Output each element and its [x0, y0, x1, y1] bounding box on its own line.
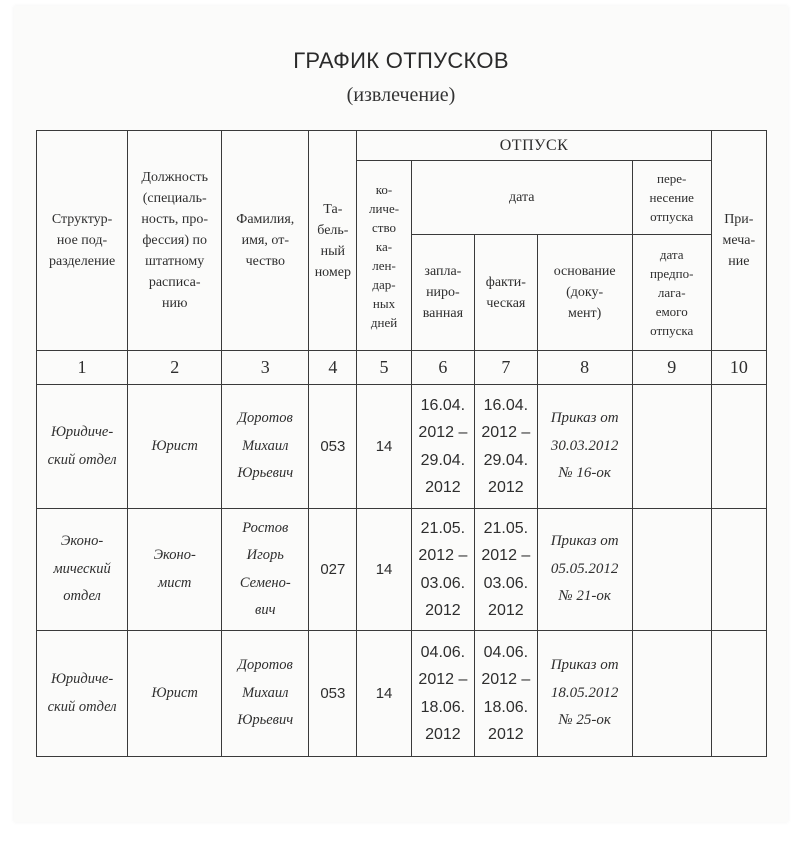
text-line: пере- — [657, 171, 687, 186]
text-line: бель- — [317, 222, 349, 238]
text-line: ческая — [486, 295, 526, 311]
header-expected-vacation-date — [632, 235, 711, 351]
text-line: чество — [245, 254, 286, 269]
text-line: мический — [53, 560, 111, 577]
text-line: Михаил — [242, 437, 289, 454]
text-line: 29.04. — [483, 451, 529, 469]
cell-personnel-number: 053 — [309, 631, 357, 757]
cell-department — [37, 385, 128, 509]
text-line: фессия) по — [142, 233, 208, 248]
text-line: номер — [314, 264, 351, 280]
cell-planned-date — [411, 509, 474, 631]
cell-position — [128, 509, 222, 631]
text-line: 18.06. — [483, 698, 529, 716]
cell-transfer-date — [632, 509, 711, 631]
text-line: ние — [728, 254, 750, 269]
cell-basis-document — [537, 509, 632, 631]
text-line: отдел — [63, 588, 101, 605]
text-line: расписа- — [148, 275, 201, 290]
text-line: Юридиче- — [50, 671, 114, 687]
cell-planned-date — [411, 385, 474, 509]
cell-personnel-number: 027 — [309, 509, 357, 631]
cell-actual-date — [475, 631, 537, 757]
cell-transfer-date — [632, 385, 711, 509]
column-number: 4 — [309, 351, 357, 385]
text-line: 16.04. — [483, 396, 529, 414]
cell-department — [37, 631, 128, 757]
text-line: личе- — [368, 200, 400, 216]
text-line: Семено- — [239, 574, 291, 591]
text-line: Ростов — [242, 519, 289, 536]
column-number: 9 — [632, 351, 711, 385]
text-line: ное под- — [56, 233, 108, 248]
column-number: 10 — [711, 351, 766, 385]
text-line: ниро- — [426, 285, 460, 300]
text-line: (специаль- — [142, 191, 207, 206]
text-line: отпуска — [650, 209, 694, 224]
column-number: 8 — [537, 351, 632, 385]
text-line: 21.05. — [420, 519, 466, 537]
document-title: ГРАФИК ОТПУСКОВ — [293, 48, 509, 73]
text-line: № 16-ок — [558, 465, 611, 482]
text-line: 2012 – — [418, 424, 468, 441]
text-line: 05.05.2012 — [550, 560, 619, 577]
text-line: факти- — [485, 274, 526, 290]
text-line: 21.05. — [483, 519, 529, 537]
text-line: ных — [372, 295, 396, 311]
text-line: 2012 — [425, 479, 461, 496]
text-line: нию — [161, 296, 188, 311]
text-line: ство — [372, 219, 397, 235]
text-line: № 21-ок — [558, 588, 611, 605]
cell-days: 14 — [357, 509, 411, 631]
text-line: 2012 — [488, 726, 524, 743]
text-line: Юрист — [151, 437, 198, 454]
cell-actual-date — [475, 385, 537, 509]
table-row — [37, 631, 767, 757]
cell-basis-document — [537, 385, 632, 509]
header-calendar-days — [357, 161, 411, 351]
text-line: вич — [255, 602, 276, 618]
text-line: Приказ от — [550, 410, 619, 427]
cell-note — [711, 385, 766, 509]
cell-note — [711, 509, 766, 631]
text-line: разделение — [48, 254, 116, 269]
text-line: 2012 — [425, 602, 461, 619]
text-line: 2012 – — [481, 671, 531, 688]
text-line: 2012 – — [418, 671, 468, 688]
text-line: штатному — [145, 254, 205, 269]
table-row — [37, 509, 767, 631]
text-line: ность, про- — [141, 212, 209, 227]
cell-basis-document — [537, 631, 632, 757]
text-line: Приказ от — [550, 657, 619, 674]
header-basis-document — [537, 235, 632, 351]
header-vacation-group: ОТПУСК — [357, 131, 711, 161]
text-line: меча- — [722, 233, 756, 248]
text-line: основание — [553, 264, 616, 279]
header-actual-date — [475, 235, 537, 351]
cell-full-name — [222, 509, 309, 631]
text-line: мист — [157, 574, 192, 591]
text-line: 2012 – — [481, 547, 531, 564]
column-number: 6 — [411, 351, 474, 385]
text-line: Должность — [141, 170, 208, 185]
cell-planned-date — [411, 631, 474, 757]
text-line: 2012 – — [418, 547, 468, 564]
text-line: 03.06. — [483, 574, 529, 592]
text-line: Доротов — [237, 410, 293, 427]
text-line: 2012 — [488, 479, 524, 496]
header-structural-unit — [37, 131, 128, 351]
cell-actual-date — [475, 509, 537, 631]
text-line: дата — [659, 247, 684, 262]
text-line: № 25-ок — [558, 712, 611, 729]
document-page — [14, 6, 788, 822]
text-line: Фамилия, — [236, 212, 295, 227]
header-date-group: дата — [411, 161, 632, 235]
cell-days: 14 — [357, 385, 411, 509]
vacation-schedule-table — [36, 130, 767, 757]
text-line: 18.05.2012 — [550, 684, 619, 701]
text-line: 04.06. — [420, 643, 466, 661]
cell-transfer-date — [632, 631, 711, 757]
text-line: Та- — [323, 201, 343, 217]
cell-personnel-number: 053 — [309, 385, 357, 509]
text-line: Игорь — [246, 547, 284, 563]
text-line: Юрист — [151, 684, 198, 701]
text-line: Юридиче- — [50, 424, 114, 440]
text-line: 30.03.2012 — [550, 437, 619, 454]
text-line: дар- — [372, 276, 396, 292]
text-line: ский отдел — [47, 698, 117, 715]
text-line: 04.06. — [483, 643, 529, 661]
header-vacation-transfer — [632, 161, 711, 235]
cell-full-name — [222, 631, 309, 757]
header-personnel-number — [309, 131, 357, 351]
text-line: лен- — [372, 257, 396, 273]
text-line: предпо- — [649, 266, 694, 281]
text-line: Михаил — [242, 684, 289, 701]
text-line: ский отдел — [47, 451, 117, 468]
text-line: имя, от- — [241, 233, 289, 248]
text-line: Юрьевич — [237, 465, 294, 482]
text-line: Приказ от — [550, 533, 619, 550]
column-number: 3 — [222, 351, 309, 385]
text-line: При- — [724, 212, 754, 227]
column-number: 7 — [475, 351, 537, 385]
text-line: 16.04. — [420, 396, 466, 414]
text-line: ко- — [375, 181, 393, 197]
text-line: мент) — [567, 306, 602, 321]
cell-days: 14 — [357, 631, 411, 757]
column-number: 2 — [128, 351, 222, 385]
text-line: Структур- — [51, 212, 113, 227]
header-planned-date — [411, 235, 474, 351]
text-line: ванная — [422, 306, 464, 321]
text-line: Юрьевич — [237, 712, 294, 729]
cell-position — [128, 631, 222, 757]
text-line: лага- — [657, 285, 686, 300]
column-number: 5 — [357, 351, 411, 385]
text-line: несение — [649, 190, 694, 205]
text-line: Эконо- — [153, 547, 196, 563]
header-position — [128, 131, 222, 351]
text-line: 2012 — [488, 602, 524, 619]
text-line: 2012 — [425, 726, 461, 743]
text-line: отпуска — [650, 323, 694, 338]
column-numbers-row — [37, 351, 767, 385]
header-full-name — [222, 131, 309, 351]
text-line: 29.04. — [420, 451, 466, 469]
cell-note — [711, 631, 766, 757]
text-line: (доку- — [566, 285, 604, 300]
column-number: 1 — [37, 351, 128, 385]
cell-position — [128, 385, 222, 509]
text-line: запла- — [424, 264, 462, 279]
text-line: 03.06. — [420, 574, 466, 592]
text-line: ка- — [375, 238, 393, 254]
table-row — [37, 385, 767, 509]
text-line: 2012 – — [481, 424, 531, 441]
cell-department — [37, 509, 128, 631]
text-line: дней — [370, 314, 398, 330]
text-line: 18.06. — [420, 698, 466, 716]
text-line: Доротов — [237, 657, 293, 674]
text-line: Эконо- — [60, 533, 104, 550]
text-line: емого — [655, 304, 688, 319]
text-line: ный — [320, 243, 346, 259]
cell-full-name — [222, 385, 309, 509]
document-subtitle: (извлечение) — [346, 84, 456, 106]
header-note — [711, 131, 766, 351]
